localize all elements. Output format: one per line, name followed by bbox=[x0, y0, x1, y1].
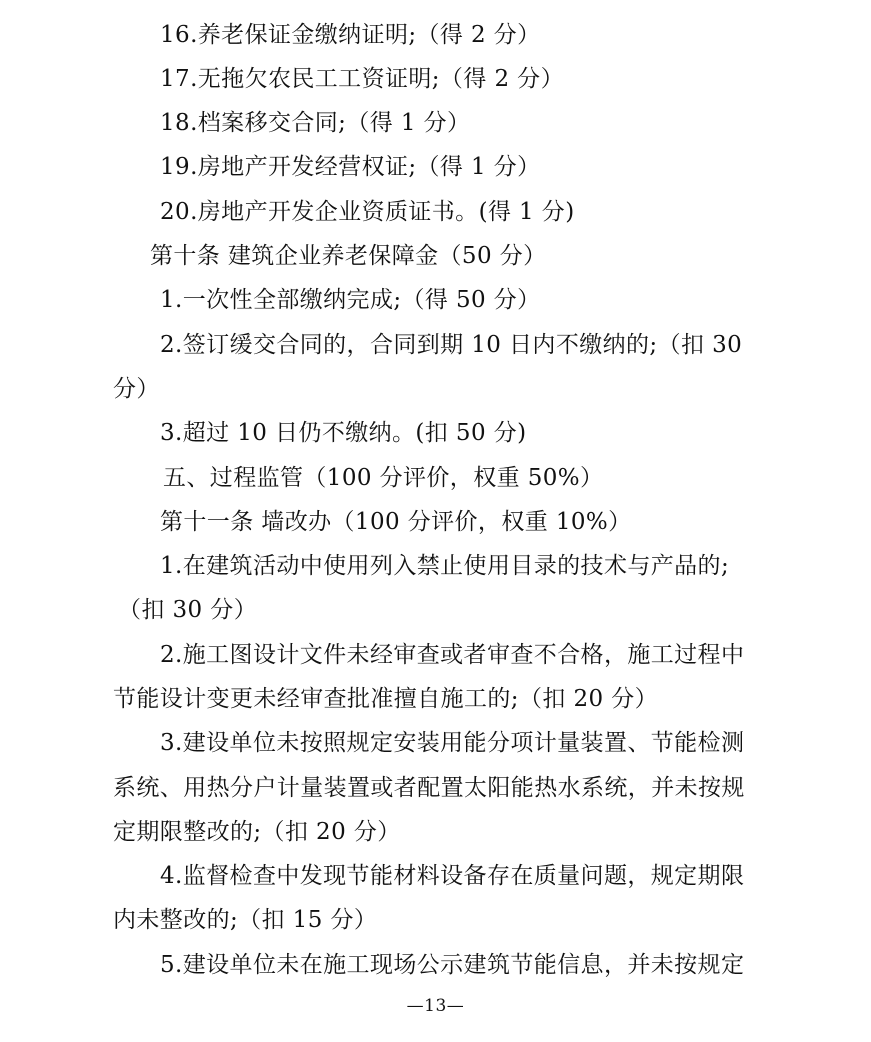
document-line-2 bbox=[160, 64, 871, 94]
document-line-9 bbox=[113, 374, 871, 404]
line-text: 5.建设单位未在施工现场公示建筑节能信息，并未按规定 bbox=[160, 952, 745, 978]
line-text: 18.档案移交合同;（得 1 分） bbox=[160, 110, 471, 136]
line-text: 4.监督检查中发现节能材料设备存在质量问题，规定期限 bbox=[160, 863, 745, 889]
section-heading-article-10 bbox=[150, 241, 871, 271]
document-line-13 bbox=[160, 551, 871, 581]
document-line-21 bbox=[113, 905, 871, 935]
section-heading-article-11 bbox=[160, 507, 871, 537]
document-line-20 bbox=[160, 861, 871, 891]
document-line-22 bbox=[160, 950, 871, 980]
line-text: 1.在建筑活动中使用列入禁止使用目录的技术与产品的; bbox=[160, 553, 730, 579]
line-text: 2.施工图设计文件未经审查或者审查不合格，施工过程中 bbox=[160, 642, 745, 668]
document-line-15 bbox=[160, 640, 871, 670]
document-line-10 bbox=[160, 418, 871, 448]
line-text: 内未整改的;（扣 15 分） bbox=[113, 907, 378, 933]
line-text: 系统、用热分户计量装置或者配置太阳能热水系统，并未按规 bbox=[113, 775, 745, 801]
line-text: （扣 30 分） bbox=[118, 597, 258, 623]
line-text: 20.房地产开发企业资质证书。(得 1 分) bbox=[160, 199, 575, 225]
line-text: 3.超过 10 日仍不缴纳。(扣 50 分) bbox=[160, 420, 527, 446]
document-line-3 bbox=[160, 108, 871, 138]
line-text: 2.签订缓交合同的，合同到期 10 日内不缴纳的;（扣 30 bbox=[160, 332, 743, 358]
document-line-8 bbox=[160, 330, 871, 360]
line-text: 第十一条 墙改办（100 分评价，权重 10%） bbox=[160, 509, 632, 535]
document-line-16 bbox=[113, 684, 871, 714]
section-heading-process-supervision bbox=[163, 463, 871, 493]
line-text: 3.建设单位未按照规定安装用能分项计量装置、节能检测 bbox=[160, 730, 745, 756]
document-line-4 bbox=[160, 152, 871, 182]
line-text: 16.养老保证金缴纳证明;（得 2 分） bbox=[160, 22, 541, 48]
document-line-1 bbox=[160, 20, 871, 50]
document-line-19 bbox=[113, 817, 871, 847]
line-text: 五、过程监管（100 分评价，权重 50%） bbox=[163, 465, 604, 491]
line-text: 节能设计变更未经审查批准擅自施工的;（扣 20 分） bbox=[113, 686, 659, 712]
line-text: 19.房地产开发经营权证;（得 1 分） bbox=[160, 154, 541, 180]
line-text: 第十条 建筑企业养老保障金（50 分） bbox=[150, 243, 547, 269]
document-line-5 bbox=[160, 197, 871, 227]
document-line-18 bbox=[113, 773, 871, 803]
document-line-14 bbox=[118, 595, 871, 625]
line-text: 定期限整改的;（扣 20 分） bbox=[113, 819, 401, 845]
document-line-7 bbox=[160, 285, 871, 315]
line-text: 分） bbox=[113, 376, 160, 402]
line-text: 1.一次性全部缴纳完成;（得 50 分） bbox=[160, 287, 541, 313]
document-line-17 bbox=[160, 728, 871, 758]
line-text: 17.无拖欠农民工工资证明;（得 2 分） bbox=[160, 66, 564, 92]
page-number: —13— bbox=[406, 996, 465, 1016]
